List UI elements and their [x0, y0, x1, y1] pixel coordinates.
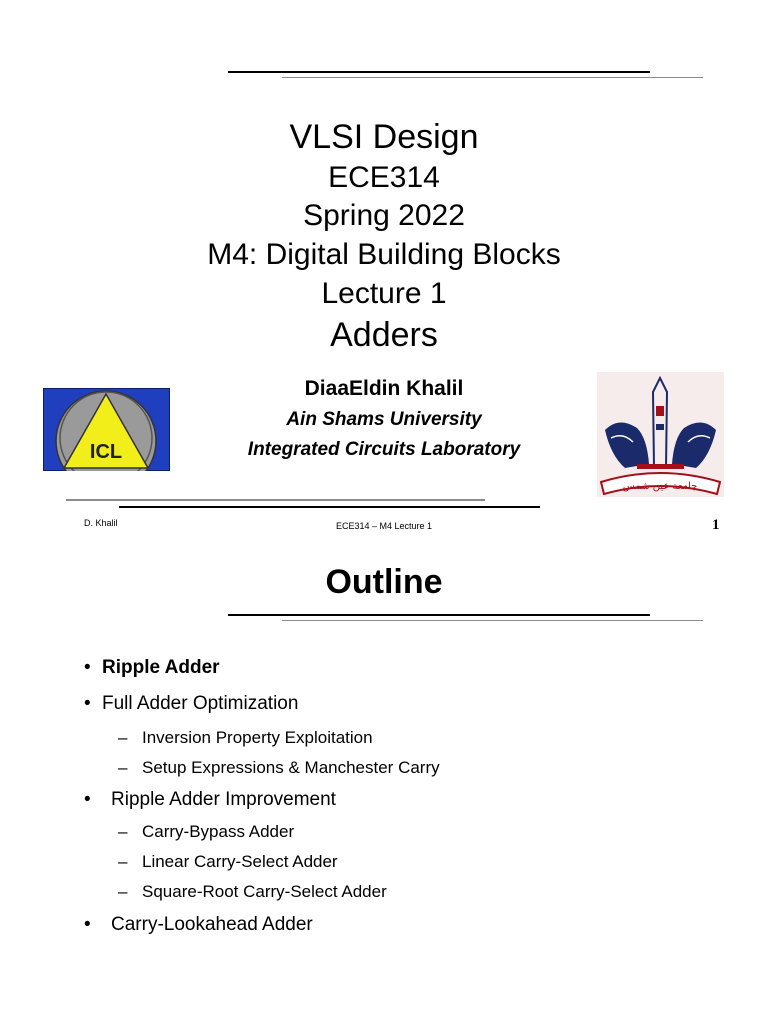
lab-name: Integrated Circuits Laboratory [247, 439, 521, 460]
outline-subitem [118, 728, 373, 748]
outline-item-text: Carry-Lookahead Adder [111, 914, 313, 935]
lecture-topic: Adders [330, 316, 438, 354]
dash-marker: – [118, 852, 128, 871]
bullet-marker: • [84, 657, 91, 678]
slide-title: VLSI Design [289, 118, 479, 156]
footer-course: ECE314 – M4 Lecture 1 [335, 521, 433, 531]
outline-subitem-text: Square-Root Carry-Select Adder [142, 882, 387, 901]
bullet-marker: • [84, 789, 91, 810]
outline-item-text: Ripple Adder [102, 657, 220, 678]
icl-logo [43, 388, 170, 471]
course-code: ECE314 [328, 161, 440, 194]
university-name: Ain Shams University [286, 409, 482, 430]
outline-subitem-text: Setup Expressions & Manchester Carry [142, 758, 440, 777]
author-name: DiaaEldin Khalil [304, 377, 464, 400]
bullet-marker: • [84, 693, 91, 714]
outline-item [84, 657, 220, 679]
bullet-marker: • [84, 914, 91, 935]
module-title: M4: Digital Building Blocks [207, 238, 561, 271]
outline-subitem-text: Carry-Bypass Adder [142, 822, 295, 841]
outline-item-text: Full Adder Optimization [102, 693, 299, 714]
ain-shams-seal [597, 372, 724, 497]
outline-subitem [118, 882, 387, 902]
outline-subitem [118, 758, 440, 778]
outline-rule-dark [228, 614, 650, 616]
outline-subitem [118, 822, 294, 842]
outline-item [84, 789, 336, 811]
top-rule-grey [282, 77, 703, 78]
page-number: 1 [712, 517, 720, 533]
bottom-rule-grey [66, 499, 485, 501]
dash-marker: – [118, 728, 128, 747]
outline-subitem [118, 852, 338, 872]
bottom-rule-dark [119, 506, 540, 508]
outline-item [84, 693, 298, 715]
outline-subitem-text: Linear Carry-Select Adder [142, 852, 338, 871]
lecture-number: Lecture 1 [321, 277, 447, 310]
outline-rule-grey [282, 620, 703, 621]
dash-marker: – [118, 822, 128, 841]
outline-item-text: Ripple Adder Improvement [111, 789, 336, 810]
icl-logo-text: ICL [89, 441, 123, 463]
top-rule-dark [228, 71, 650, 73]
outline-subitem-text: Inversion Property Exploitation [142, 728, 373, 747]
dash-marker: – [118, 758, 128, 777]
outline-item [84, 914, 313, 936]
seal-text: جامعة عين شمس [622, 481, 698, 492]
outline-title: Outline [325, 563, 443, 601]
footer-author: D. Khalil [84, 518, 118, 528]
term: Spring 2022 [303, 199, 465, 232]
dash-marker: – [118, 882, 128, 901]
